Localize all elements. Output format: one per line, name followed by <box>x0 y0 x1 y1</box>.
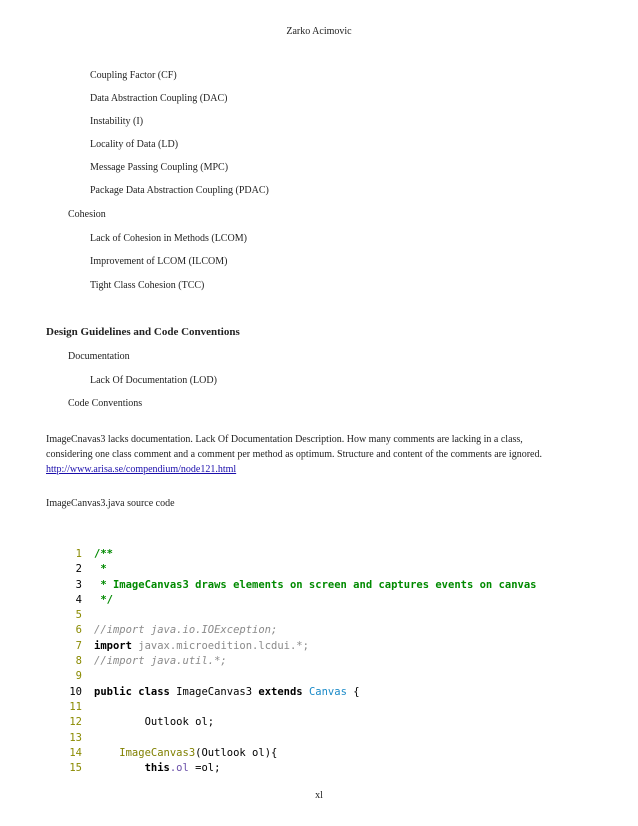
list-item: Tight Class Cohesion (TCC) <box>90 280 205 291</box>
line-number: 9 <box>75 670 82 683</box>
code-conventions-label: Code Conventions <box>68 398 143 409</box>
code-line <box>56 731 537 746</box>
line-number: 2 <box>75 563 82 576</box>
code-text: javax.microedition.lcdui.*; <box>131 639 309 652</box>
code-text: /** <box>94 548 113 560</box>
line-number: 10 <box>69 685 82 698</box>
source-label: ImageCanvas3.java source code <box>46 498 175 509</box>
code-line <box>56 761 537 776</box>
paragraph-text: ImageCnavas3 lacks documentation. Lack Of Documentation Description. How many comments are lacking in a class, considering one class comment and a comment per method as optimum. Structure and content of the comments are ignored. <box>46 434 542 460</box>
code-text: ImageCanvas3 <box>169 685 259 698</box>
code-line <box>56 700 537 715</box>
list-item: Lack of Cohesion in Methods (LCOM) <box>90 233 247 244</box>
line-number: 7 <box>75 639 82 652</box>
line-number: 6 <box>75 624 82 637</box>
line-number: 15 <box>69 762 82 775</box>
code-line <box>56 746 537 761</box>
line-number: 14 <box>69 746 82 759</box>
code-line <box>56 715 537 730</box>
code-line <box>56 593 537 608</box>
code-keyword: public class <box>94 685 170 698</box>
page-number: xl <box>315 790 323 801</box>
section-heading: Design Guidelines and Code Conventions <box>46 326 240 338</box>
reference-link[interactable]: http://www.arisa.se/compendium/node121.html <box>46 464 237 475</box>
code-keyword: extends <box>258 685 303 698</box>
line-number: 5 <box>75 609 82 622</box>
code-line <box>56 654 537 669</box>
code-keyword: import <box>94 639 132 652</box>
code-text: * ImageCanvas3 draws elements on screen and captures events on canvas <box>94 578 537 591</box>
code-line <box>56 578 537 593</box>
code-keyword: this <box>94 762 170 775</box>
list-item: Data Abstraction Coupling (DAC) <box>90 93 228 104</box>
list-item: Package Data Abstraction Coupling (PDAC) <box>90 185 269 196</box>
list-item: Instability (I) <box>90 116 144 127</box>
list-item: Message Passing Coupling (MPC) <box>90 162 229 173</box>
code-line <box>56 562 537 577</box>
line-number: 8 <box>75 655 82 668</box>
code-line <box>56 547 537 562</box>
code-text: Outlook ol; <box>94 716 215 729</box>
line-number: 13 <box>69 731 82 744</box>
code-text: =ol; <box>188 762 221 775</box>
code-text: { <box>346 685 360 698</box>
line-number: 1 <box>75 548 82 560</box>
code-text: //import java.io.IOException; <box>94 624 278 637</box>
code-line <box>56 639 537 654</box>
code-line <box>56 608 537 623</box>
code-type: Canvas <box>302 685 347 698</box>
code-text: */ <box>94 593 113 606</box>
description-paragraph <box>46 432 566 477</box>
code-listing <box>56 547 537 776</box>
line-number: 3 <box>75 578 82 591</box>
code-field: .ol <box>169 762 189 775</box>
line-number: 11 <box>69 700 82 713</box>
code-text: ImageCanvas3 <box>94 746 196 759</box>
code-text: //import java.util.*; <box>94 655 227 668</box>
code-line <box>56 669 537 684</box>
code-line <box>56 623 537 638</box>
code-line <box>56 685 537 700</box>
line-number: 12 <box>69 716 82 729</box>
page-header-author: Zarko Acimovic <box>286 26 352 37</box>
code-text: * <box>94 563 107 576</box>
list-item: Locality of Data (LD) <box>90 139 179 150</box>
documentation-label: Documentation <box>68 351 130 362</box>
code-text: (Outlook ol){ <box>195 746 278 759</box>
line-number: 4 <box>75 593 82 606</box>
list-item: Coupling Factor (CF) <box>90 70 177 81</box>
list-item: Lack Of Documentation (LOD) <box>90 375 217 386</box>
list-item: Improvement of LCOM (ILCOM) <box>90 256 228 267</box>
cohesion-label: Cohesion <box>68 209 106 220</box>
